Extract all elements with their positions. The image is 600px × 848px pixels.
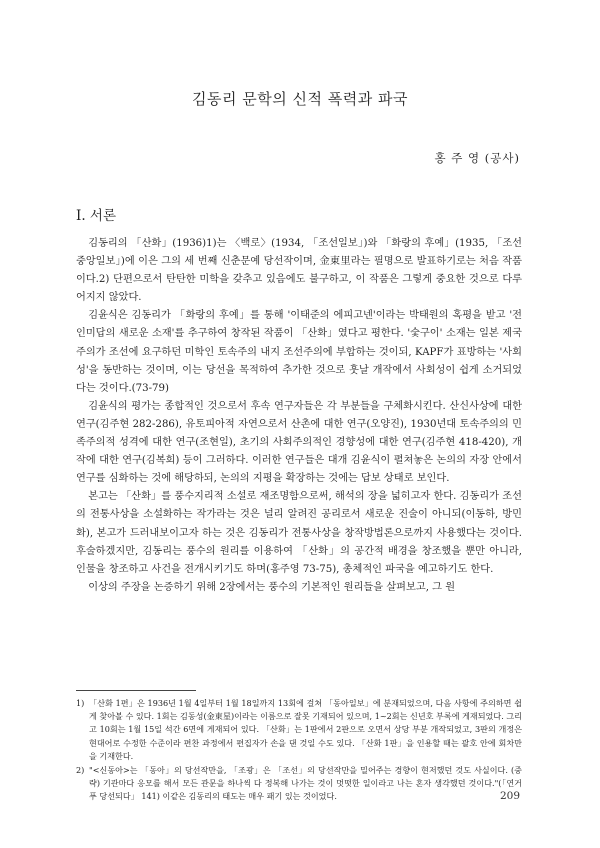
footnote-number: 1)	[76, 698, 85, 708]
author-line: 홍 주 영 (공사)	[434, 151, 520, 165]
paragraph: 김윤식의 평가는 종합적인 것으로서 후속 연구자들은 각 부분들을 구체화시킨다. 산신사상에 대한 연구(김주현 282-286), 유토피아적 자연으로서 산촌에 대한 연구(오양진), 1930년대 토속주의의 민족주의적 성격에 대한 연구(조현일), 초기의 사회주의적인 경향성에 대한 연구(김주현 418-420), 개작에 대한 연구(김복희) 등이 그러하다. 이러한 연구들은 대개 김윤식이 펼쳐놓은 논의의 자장 안에서 연구를 심화하는 것에 해당하되, 논의의 지평을 확장하는 것에는 답보 상태로 보인다.	[76, 400, 522, 485]
paragraph: 김동리의 「산화」(1936)1)는 〈백로〉(1934, 「조선일보」)와 「화랑의 후예」(1935, 「조선중앙일보」)에 이은 그의 세 번째 신춘문예 당선작이며, 金東里라는 필명으로 발표하기로는 처음 작품이다.2) 단편으로서 탄탄한 미학을 갖추고 있음에도 불구하고, 이 작품은 그렇게 중요한 것으로 다루어지지 않았다.	[76, 238, 522, 304]
footnote	[76, 764, 522, 804]
footnote-number: 2)	[76, 765, 85, 776]
article-title: 김동리 문학의 신적 폭력과 파국	[192, 90, 408, 108]
paragraph: 이상의 주장을 논증하기 위해 2장에서는 풍수의 기본적인 원리들을 살펴보고, 그 원	[88, 581, 456, 593]
page-number: 209	[499, 790, 520, 802]
footnote-text: "<신동아>는 「동아」의 당선작만을, 「조광」은 「조선」의 당선작만을 밀어주는 경향이 현저했던 것도 사실이다. (중략) 기관마다 응모를 해서 모든 관문을 하나씩 다 정복해 나가는 것이 멋떳한 일이라고 나는 혼자 생각했던 것이다."(「연거푸 당선되다」 141) 이같은 김동리의 태도는 매우 패기 있는 것이었다.	[89, 765, 522, 802]
paragraph: 김윤식은 김동리가 「화랑의 후예」를 통해 '이태준의 에피고넨'이라는 박태원의 혹평을 받고 '전인미답의 새로운 소재'를 추구하여 창작된 작품이 「산화」였다고 평한다. '숯구이' 소재는 일본 제국주의가 조선에 요구하던 미학인 토속주의 내지 조선주의에 부합하는 것이되, KAPF가 표방하는 '사회성'을 동반하는 것이며, 이는 당선을 목적하여 추가한 것으로 훗날 개작에서 사회성이 쉽게 소거되었다는 것이다.(73-79)	[76, 310, 522, 394]
footnotes	[76, 697, 522, 805]
body-text	[76, 235, 522, 597]
paragraph: 본고는 「산화」를 풍수지리적 소설로 재조명함으로써, 해석의 장을 넓히고자 한다. 김동리가 조선의 전통사상을 소설화하는 작가라는 것은 널리 알려진 공리로서 새로운 진술이 아니되(이동하, 방민화), 본고가 드러내보이고자 하는 것은 김동리가 전통사상을 창작방법론으로까지 사용했다는 것이다. 후술하겠지만, 김동리는 풍수의 원리를 이용하여 「산화」의 공간적 배경을 창조했을 뿐만 아니라, 인물을 창조하고 사건을 전개시키기도 하며(홍주영 73-75), 총체적인 파국을 예고하기도 한다.	[76, 491, 522, 575]
footnote	[76, 697, 522, 763]
section-heading: I. 서론	[76, 208, 116, 224]
footnote-text: 「산화 1편」은 1936년 1월 4일부터 1월 18일까지 13회에 걸쳐 「동아일보」에 분재되었으며, 다음 사항에 주의하면 쉽게 찾아볼 수 있다. 1회는 김동성(金東星)이라는 이름으로 잘못 기재되어 있으며, 1~2회는 신년호 부록에 게재되었다. 그리고 10회는 1월 15일 석간 6면에 게재되어 있다. 「산화」는 1판에서 2판으로 오면서 상당 부분 개작되었고, 3판의 개정은 현대어로 수정한 수준이라 편찬 과정에서 편집자가 손을 댄 것일 수도 있다. 「산화 1판」을 인용할 때는 괄호 안에 회차만을 기재한다.	[89, 698, 522, 761]
footnote-divider	[76, 690, 196, 691]
